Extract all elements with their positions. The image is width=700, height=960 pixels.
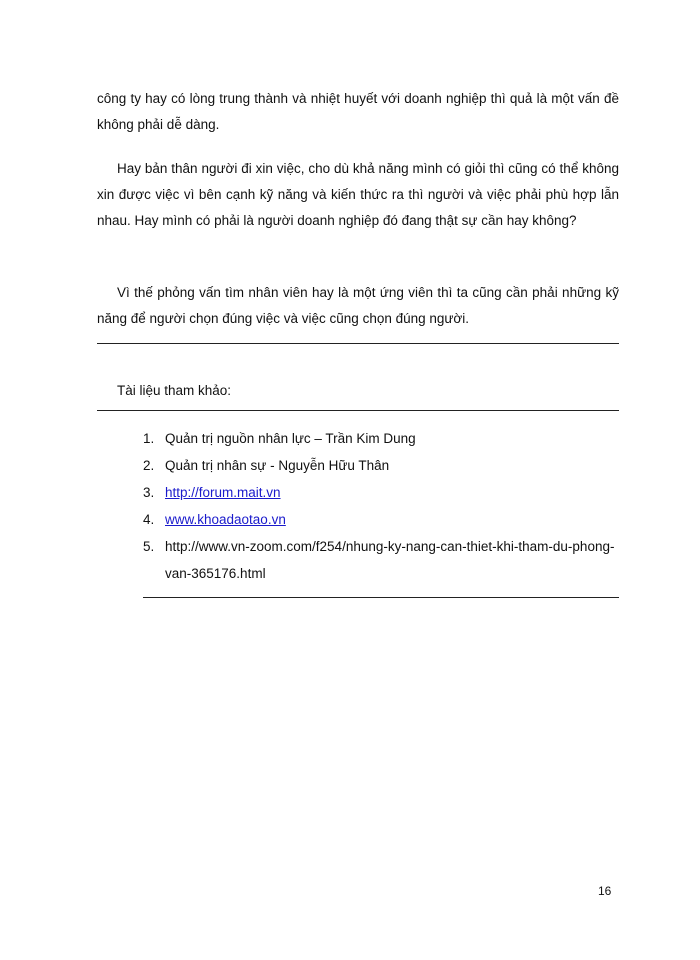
reference-text: http://www.vn-zoom.com/f254/nhung-ky-nang-can-thiet-khi-tham-du-phong-van-365176.html bbox=[165, 539, 615, 581]
reference-item bbox=[143, 533, 623, 587]
reference-text: Quản trị nguồn nhân lực – Trần Kim Dung bbox=[165, 431, 416, 446]
reference-link-khoadaotao[interactable]: www.khoadaotao.vn bbox=[165, 512, 286, 527]
body-paragraph-3: Vì thế phỏng vấn tìm nhân viên hay là một ứng viên thì ta cũng cần phải những kỹ năng để người chọn đúng việc và việc cũng chọn đúng người. bbox=[97, 285, 619, 326]
reference-link-forum[interactable]: http://forum.mait.vn bbox=[165, 485, 281, 500]
reference-list bbox=[143, 425, 623, 587]
page-number: 16 bbox=[598, 884, 612, 898]
reference-item bbox=[143, 479, 623, 506]
reference-item bbox=[143, 506, 623, 533]
divider-line bbox=[143, 597, 619, 598]
divider-line bbox=[97, 343, 619, 344]
reference-number: 2. bbox=[143, 458, 155, 473]
references-title: Tài liệu tham khảo: bbox=[117, 383, 232, 398]
reference-number: 5. bbox=[143, 539, 155, 554]
reference-number: 4. bbox=[143, 512, 155, 527]
body-paragraph-2: Hay bản thân người đi xin việc, cho dù khả năng mình có giỏi thì cũng có thể không xin được việc vì bên cạnh kỹ năng và kiến thức ra thì người và việc phải phù hợp lẫn nhau. Hay mình có phải là người doanh nghiệp đó đang thật sự cần hay không? bbox=[97, 161, 619, 228]
reference-number: 3. bbox=[143, 485, 155, 500]
reference-item bbox=[143, 452, 623, 479]
reference-item bbox=[143, 425, 623, 452]
divider-line bbox=[97, 410, 619, 411]
reference-text: Quản trị nhân sự - Nguyễn Hữu Thân bbox=[165, 458, 390, 473]
body-paragraph-1: công ty hay có lòng trung thành và nhiệt huyết với doanh nghiệp thì quả là một vấn đề không phải dễ dàng. bbox=[97, 91, 619, 132]
reference-number: 1. bbox=[143, 431, 155, 446]
